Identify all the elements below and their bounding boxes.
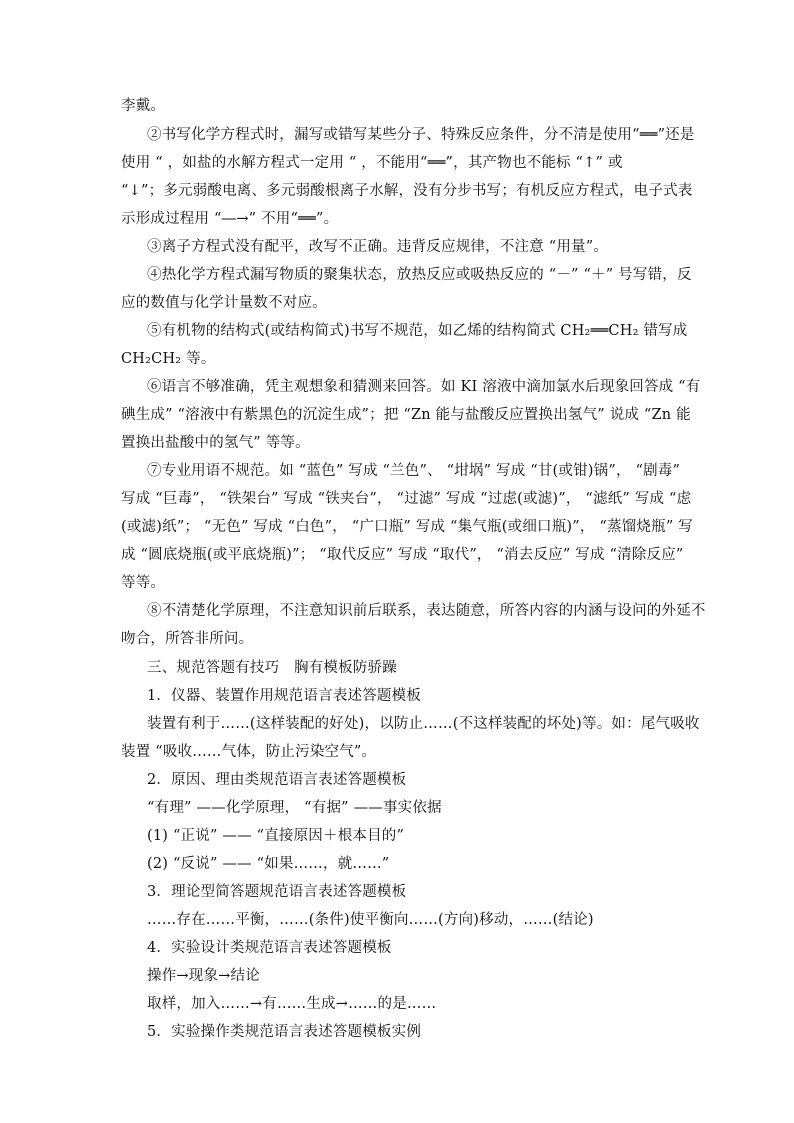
text-line-2: ②书写化学方程式时，漏写或错写某些分子、特殊反应条件，分不清是使用“══”还是 — [147, 127, 695, 143]
text-line-17: 成 “圆底烧瓶(或平底烧瓶)”； “取代反应” 写成 “取代”， “消去反应” 写成 “清除反应” — [121, 547, 684, 563]
text-line-6: ③离子方程式没有配平，改写不正确。违背反应规律，不注意 “用量”。 — [147, 239, 609, 255]
text-line-9: ⑤有机物的结构式(或结构简式)书写不规范，如乙烯的结构简式 CH₂══CH₂ 错写成 — [147, 323, 688, 339]
text-line-10: CH₂CH₂ 等。 — [121, 351, 216, 367]
text-line-16: (或滤)纸”； “无色” 写成 “白色”， “广口瓶” 写成 “集气瓶(或细口瓶)”， “蒸馏烧瓶” 写 — [121, 519, 693, 535]
text-line-13: 置换出盐酸中的氢气” 等等。 — [121, 435, 310, 451]
text-line-30: ……存在……平衡，……(条件)使平衡向……(方向)移动，……(结论) — [147, 912, 594, 928]
subheading-3: 3．理论型简答题规范语言表述答题模板 — [147, 884, 407, 900]
text-line-26: “有理” ——化学原理， “有据” ——事实依据 — [147, 800, 442, 816]
subheading-1: 1．仪器、装置作用规范语言表述答题模板 — [147, 688, 422, 704]
text-line-18: 等等。 — [121, 575, 166, 591]
text-line-19: ⑧不清楚化学原理，不注意知识前后联系，表达随意，所答内容的内涵与设问的外延不 — [147, 603, 706, 619]
section-heading-3: 三、规范答题有技巧 胸有模板防骄躁 — [147, 660, 397, 676]
text-line-33: 取样，加入……→有……生成→……的是…… — [147, 996, 437, 1012]
text-line-4: “↓”；多元弱酸电离、多元弱酸根离子水解，没有分步书写；有机反应方程式，电子式表 — [121, 183, 693, 199]
text-line-1: 李戴。 — [121, 98, 166, 114]
text-line-20: 吻合，所答非所问。 — [121, 631, 254, 647]
text-line-32: 操作→现象→结论 — [147, 968, 260, 984]
text-line-7: ④热化学方程式漏写物质的聚集状态，放热反应或吸热反应的 “－” “＋” 号写错，反 — [147, 267, 692, 283]
text-line-28: (2) “反说” —— “如果……，就……” — [147, 856, 390, 872]
text-line-14: ⑦专业用语不规范。如 “蓝色” 写成 “兰色”、 “坩埚” 写成 “甘(或钳)锅”， “剧毒” — [147, 463, 681, 479]
text-line-15: 写成 “巨毒”， “铁架台” 写成 “铁夹台”， “过滤” 写成 “过虑(或滤)”， “滤纸” 写成 “虑 — [121, 491, 692, 507]
text-line-8: 应的数值与化学计量数不对应。 — [121, 295, 327, 311]
text-line-23: 装置有利于……(这样装配的好处)，以防止……(不这样装配的坏处)等。如：尾气吸收 — [147, 716, 700, 732]
text-line-5: 示形成过程用 “―→” 不用“══”。 — [121, 211, 339, 227]
text-line-24: 装置 “吸收……气体，防止污染空气”。 — [121, 744, 377, 760]
subheading-5: 5．实验操作类规范语言表述答题模板实例 — [147, 1024, 422, 1040]
text-line-27: (1) “正说” —— “直接原因＋根本目的” — [147, 828, 405, 844]
text-line-11: ⑥语言不够准确，凭主观想象和猜测来回答。如 KI 溶液中滴加氯水后现象回答成 “有 — [147, 379, 701, 395]
text-line-3: 使用 “ ，如盐的水解方程式一定用 “ ，不能用“══”，其产物也不能标 “↑” 或 — [121, 155, 623, 171]
subheading-4: 4．实验设计类规范语言表述答题模板 — [147, 940, 392, 956]
text-line-12: 碘生成” “溶液中有紫黑色的沉淀生成”；把 “Zn 能与盐酸反应置换出氢气” 说成 “Zn 能 — [121, 407, 691, 423]
subheading-2: 2．原因、理由类规范语言表述答题模板 — [147, 772, 407, 788]
